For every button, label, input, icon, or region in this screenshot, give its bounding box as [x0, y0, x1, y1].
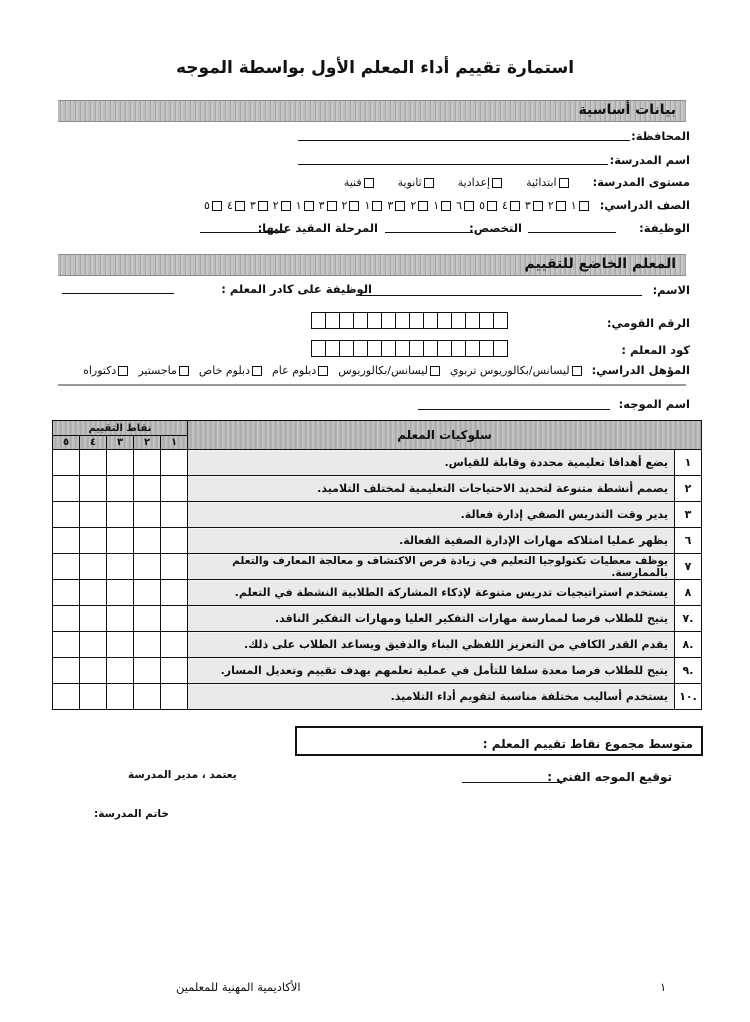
- behavior-text: يستخدم أساليب مختلفة مناسبة لتقويم أداء التلاميذ.: [188, 684, 675, 710]
- score-cell[interactable]: [161, 580, 188, 606]
- behavior-text: يصمم أنشطة متنوعة لتحديد الاحتياجات التعليمية لمختلف التلاميذ.: [188, 476, 675, 502]
- behaviors-header: سلوكيات المعلم: [188, 421, 702, 450]
- scores-header: نقاط التقييم: [53, 421, 188, 436]
- grade-option[interactable]: ١: [296, 199, 316, 212]
- score-cell[interactable]: [53, 684, 80, 710]
- score-cell[interactable]: [161, 528, 188, 554]
- grade-option[interactable]: ٣: [387, 199, 407, 212]
- score-cell[interactable]: [53, 632, 80, 658]
- score-cell[interactable]: [53, 450, 80, 476]
- score-cell[interactable]: [107, 528, 134, 554]
- qualification-option[interactable]: ماجستير: [138, 364, 191, 377]
- score-col-5: ٥: [53, 436, 80, 450]
- grade-label: الصف الدراسي:: [599, 198, 690, 212]
- score-cell[interactable]: [80, 684, 107, 710]
- checkbox[interactable]: [559, 178, 569, 188]
- behavior-text: يتيح للطلاب فرصا معدة سلفا للتأمل في عملية تعلمهم بهدف تقييم وتعديل المسار.: [188, 658, 675, 684]
- score-col-3: ٣: [107, 436, 134, 450]
- row-number: ٣: [675, 502, 702, 528]
- table-row: [53, 502, 702, 528]
- table-row: [53, 450, 702, 476]
- cadre-job-field[interactable]: [62, 292, 174, 294]
- score-cell[interactable]: [53, 502, 80, 528]
- row-number: .٩: [675, 658, 702, 684]
- level-option[interactable]: فنية: [344, 176, 376, 189]
- score-cell[interactable]: [80, 606, 107, 632]
- supervisor-field[interactable]: [418, 408, 610, 410]
- score-cell[interactable]: [53, 580, 80, 606]
- score-cell[interactable]: [80, 528, 107, 554]
- grade-option[interactable]: ١: [571, 199, 591, 212]
- score-cell[interactable]: [53, 554, 80, 580]
- school-level-row: [344, 175, 690, 189]
- score-cell[interactable]: [107, 554, 134, 580]
- qualification-option[interactable]: ليسانس/بكالوريوس تربوي: [450, 364, 584, 377]
- score-cell[interactable]: [134, 658, 161, 684]
- table-row: [53, 528, 702, 554]
- qualification-row: [83, 363, 690, 377]
- teacher-code-label: كود المعلم :: [621, 343, 690, 357]
- score-cell[interactable]: [80, 580, 107, 606]
- grade-option[interactable]: ٦: [456, 199, 476, 212]
- score-cell[interactable]: [80, 632, 107, 658]
- teacher-section-title: المعلم الخاضع للتقييم: [524, 256, 676, 272]
- score-cell[interactable]: [107, 632, 134, 658]
- page-title: استمارة تقييم أداء المعلم الأول بواسطة الموجه: [175, 58, 575, 78]
- score-cell[interactable]: [80, 450, 107, 476]
- approval-label: يعتمد ، مدير المدرسة: [128, 769, 237, 781]
- score-cell[interactable]: [134, 476, 161, 502]
- basic-info-title: بيانات أساسية: [578, 102, 676, 118]
- grade-option[interactable]: ٥: [479, 199, 499, 212]
- score-cell[interactable]: [161, 658, 188, 684]
- behavior-text: يقدم القدر الكافي من التعزيز اللفظي البناء والدقيق ويساعد الطلاب على ذلك.: [188, 632, 675, 658]
- score-cell[interactable]: [80, 554, 107, 580]
- behavior-text: يظهر عمليا امتلاكه مهارات الإدارة الصفية الفعالة.: [188, 528, 675, 554]
- row-number: ١: [675, 450, 702, 476]
- behavior-text: يضع أهدافا تعليمية محددة وقابلة للقياس.: [188, 450, 675, 476]
- score-cell[interactable]: [134, 528, 161, 554]
- grade-option[interactable]: ٣: [525, 199, 545, 212]
- score-cell[interactable]: [161, 554, 188, 580]
- score-col-4: ٤: [80, 436, 107, 450]
- score-cell[interactable]: [107, 606, 134, 632]
- grade-option[interactable]: ٤: [502, 199, 522, 212]
- row-number: .٧: [675, 606, 702, 632]
- score-cell[interactable]: [107, 502, 134, 528]
- score-cell[interactable]: [107, 580, 134, 606]
- cadre-job-label: الوظيفة على كادر المعلم :: [221, 282, 372, 296]
- teacher-header: [58, 254, 686, 276]
- supervisor-label: اسم الموجه:: [618, 397, 690, 411]
- behavior-text: يدير وقت التدريس الصفي إدارة فعالة.: [188, 502, 675, 528]
- qualification-label: المؤهل الدراسي:: [591, 363, 690, 377]
- job-label: الوظيفة:: [639, 221, 690, 235]
- grade-option[interactable]: ٣: [250, 199, 270, 212]
- score-cell[interactable]: [107, 476, 134, 502]
- behavior-text: يتيح للطلاب فرصا لممارسة مهارات التفكير العليا ومهارات التفكير الناقد.: [188, 606, 675, 632]
- level-option[interactable]: ابتدائية: [526, 176, 571, 189]
- grade-option[interactable]: ٢: [342, 199, 362, 212]
- score-cell[interactable]: [80, 502, 107, 528]
- score-cell[interactable]: [80, 658, 107, 684]
- qualification-option[interactable]: دكتوراه: [83, 364, 130, 377]
- score-cell[interactable]: [134, 502, 161, 528]
- row-number: ٦: [675, 528, 702, 554]
- table-row: [53, 580, 702, 606]
- specialty-field[interactable]: [385, 231, 473, 233]
- teacher-name-label: الاسم:: [652, 283, 690, 297]
- school-name-label: اسم المدرسة:: [609, 153, 690, 167]
- average-score-box[interactable]: [295, 726, 703, 756]
- divider: [58, 384, 686, 386]
- job-field[interactable]: [528, 231, 616, 233]
- score-col-1: ١: [161, 436, 188, 450]
- score-cell[interactable]: [53, 658, 80, 684]
- behavior-text: يستخدم استراتيجيات تدريس متنوعة لإذكاء المشاركة الطلابية النشطة في التعلم.: [188, 580, 675, 606]
- school-name-field[interactable]: [298, 163, 608, 165]
- score-cell[interactable]: [134, 554, 161, 580]
- score-cell[interactable]: [161, 502, 188, 528]
- grade-option[interactable]: ٣: [319, 199, 339, 212]
- grade-row: [204, 198, 690, 212]
- specialty-label: التخصص:: [469, 221, 522, 235]
- score-cell[interactable]: [134, 580, 161, 606]
- table-row: [53, 554, 702, 580]
- table-row: [53, 632, 702, 658]
- score-cell[interactable]: [107, 684, 134, 710]
- score-cell[interactable]: [107, 658, 134, 684]
- table-row: [53, 684, 702, 710]
- national-id-boxes[interactable]: [312, 312, 508, 329]
- row-number: ٢: [675, 476, 702, 502]
- level-option[interactable]: إعدادية: [458, 176, 504, 189]
- stage-label: المرحلة المقيد عليها:: [257, 221, 378, 235]
- qualification-option[interactable]: دبلوم عام: [272, 364, 330, 377]
- score-cell[interactable]: [80, 476, 107, 502]
- grade-option[interactable]: ٢: [410, 199, 430, 212]
- school-seal-label: خاتم المدرسة:: [94, 808, 169, 820]
- score-cell[interactable]: [53, 476, 80, 502]
- stage-field[interactable]: [200, 231, 286, 233]
- score-cell[interactable]: [161, 606, 188, 632]
- grade-option[interactable]: ١: [433, 199, 453, 212]
- school-level-label: مستوى المدرسة:: [592, 175, 690, 189]
- evaluation-table: [52, 420, 702, 710]
- grade-option[interactable]: ١: [364, 199, 384, 212]
- score-cell[interactable]: [161, 476, 188, 502]
- score-cell[interactable]: [161, 632, 188, 658]
- score-cell[interactable]: [134, 632, 161, 658]
- qualification-option[interactable]: دبلوم خاص: [199, 364, 264, 377]
- governorate-label: المحافظة:: [631, 129, 690, 143]
- row-number: .١٠: [675, 684, 702, 710]
- score-cell[interactable]: [134, 606, 161, 632]
- score-cell[interactable]: [107, 450, 134, 476]
- table-row: [53, 476, 702, 502]
- governorate-field[interactable]: [298, 139, 630, 141]
- national-id-label: الرقم القومي:: [606, 316, 690, 330]
- page-number: ١: [660, 980, 667, 994]
- checkbox[interactable]: [424, 178, 434, 188]
- average-score-label: متوسط مجموع نقاط تقييم المعلم :: [482, 737, 693, 751]
- grade-option[interactable]: ٢: [273, 199, 293, 212]
- score-cell[interactable]: [161, 684, 188, 710]
- row-number: ٨: [675, 580, 702, 606]
- footer-academy: الأكاديمية المهنية للمعلمين: [176, 980, 301, 994]
- basic-info-header: [58, 100, 686, 122]
- grade-option[interactable]: ٥: [204, 199, 224, 212]
- score-cell[interactable]: [134, 684, 161, 710]
- table-row: [53, 658, 702, 684]
- grade-option[interactable]: ٤: [227, 199, 247, 212]
- teacher-code-boxes[interactable]: [312, 340, 508, 357]
- score-cell[interactable]: [134, 450, 161, 476]
- score-cell[interactable]: [53, 606, 80, 632]
- behavior-text: يوظف معطيات تكنولوجيا التعليم في زيادة فرص الاكتشاف و معالجة المعارف والتعلم بالممارسة.: [188, 554, 675, 580]
- checkbox[interactable]: [364, 178, 374, 188]
- row-number: .٨: [675, 632, 702, 658]
- level-option[interactable]: ثانوية: [398, 176, 436, 189]
- score-cell[interactable]: [161, 450, 188, 476]
- score-cell[interactable]: [53, 528, 80, 554]
- table-row: [53, 606, 702, 632]
- checkbox[interactable]: [492, 178, 502, 188]
- supervisor-signature-label: توقيع الموجه الفني :: [547, 770, 672, 784]
- row-number: ٧: [675, 554, 702, 580]
- qualification-option[interactable]: ليسانس/بكالوريوس: [338, 364, 442, 377]
- supervisor-signature-field[interactable]: [462, 781, 562, 783]
- score-col-2: ٢: [134, 436, 161, 450]
- teacher-name-field[interactable]: [360, 294, 642, 296]
- grade-option[interactable]: ٢: [548, 199, 568, 212]
